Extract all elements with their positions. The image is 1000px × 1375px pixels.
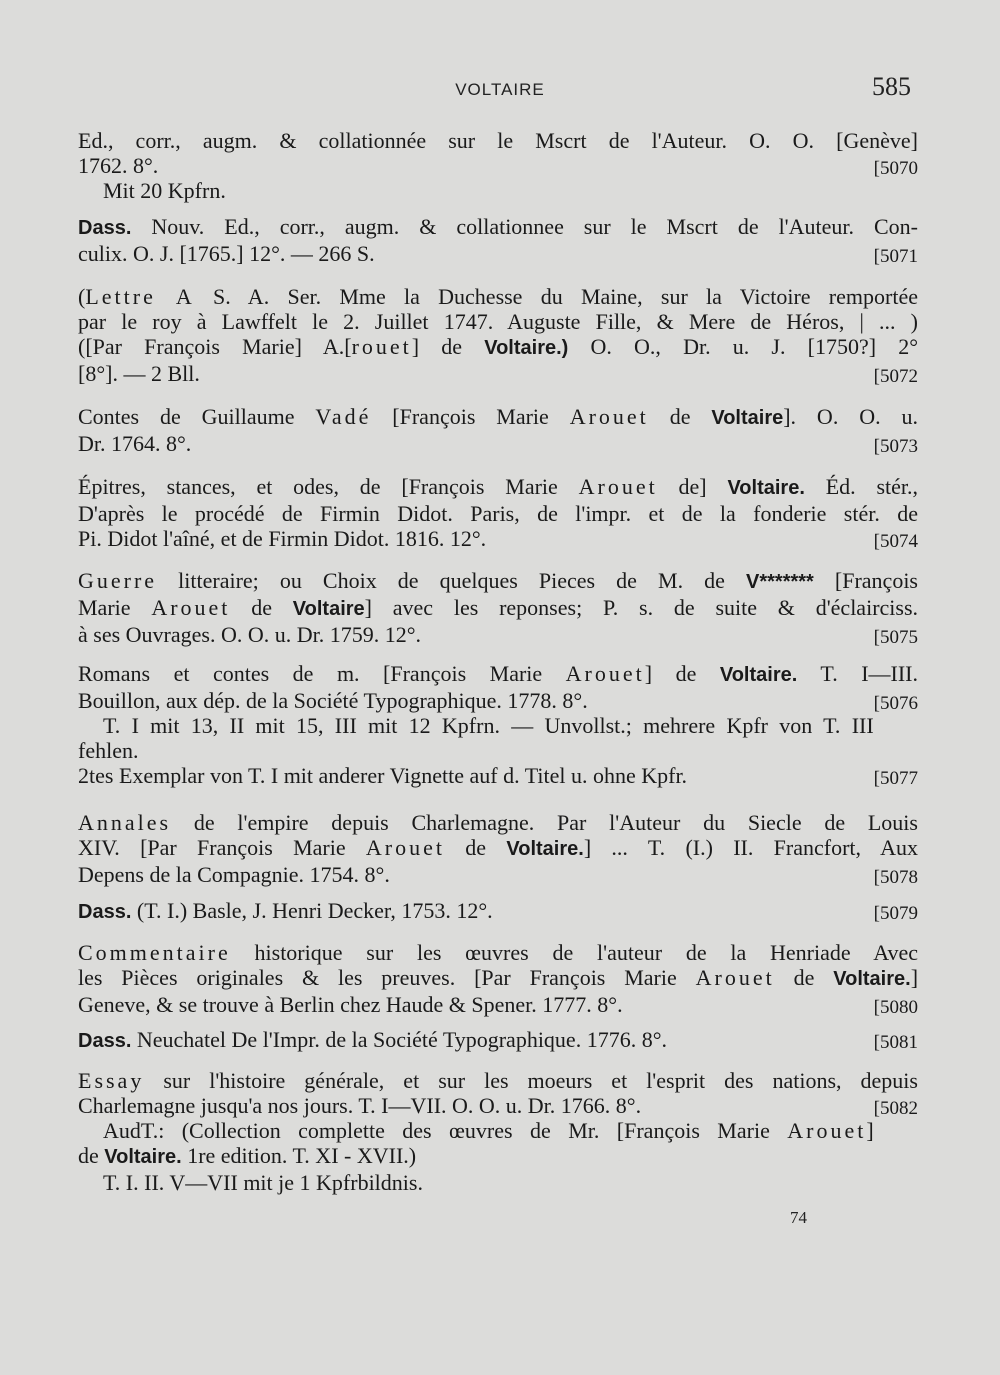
entry-note (78, 1118, 918, 1143)
entry-text: sur l'histoire générale, et sur les moeurs et l'esprit des nations, depuis (144, 1068, 918, 1093)
entry-text: ] avec les reponses; P. s. de suite & d'éclairciss. (364, 595, 919, 620)
entry-number: [5070 (873, 158, 918, 179)
entry-text: D'après le procédé de Firmin Didot. Paris, de l'impr. et de la fonderie stér. de (78, 501, 918, 526)
bibliography-entry (78, 940, 918, 1020)
entry-text: de] (657, 474, 728, 499)
signature-mark: 74 (790, 1208, 807, 1227)
entry-line (78, 835, 918, 862)
entry-line (78, 334, 918, 361)
entry-text: de (774, 965, 834, 990)
entry-number: [5074 (873, 531, 918, 552)
entry-text: les Pièces originales & les preuves. [Par François Marie (78, 965, 696, 990)
entry-line (78, 622, 918, 647)
entry-bold: Voltaire. (727, 477, 805, 499)
entry-spaced: Arouet (578, 474, 658, 499)
entry-text: O. O., Dr. u. J. [1750?] 2° (568, 334, 918, 359)
entry-text: 2tes Exemplar von T. I mit anderer Vignette auf d. Titel u. ohne Kpfr. (78, 763, 688, 788)
entry-text: Épitres, stances, et odes, de [François Marie (78, 474, 579, 499)
entry-line (78, 284, 918, 309)
entry-text: de (445, 835, 507, 860)
bibliography-entry (78, 1068, 918, 1195)
entry-text: Nouv. Ed., corr., augm. & collationnee sur le Mscrt de l'Auteur. Con- (131, 214, 918, 239)
entry-bold: V******* (746, 571, 814, 593)
entry-line (78, 1143, 918, 1170)
entry-note (78, 1170, 918, 1195)
entry-line (78, 898, 918, 925)
entry-spaced: Essay (78, 1068, 145, 1093)
entry-text: [8°]. — 2 Bll. (78, 361, 200, 386)
entry-number: [5082 (873, 1098, 918, 1119)
entry-text: XIV. [Par François Marie (78, 835, 366, 860)
entry-bold: Voltaire. (104, 1146, 182, 1168)
entry-line (78, 862, 918, 887)
bibliography-entry (78, 214, 918, 269)
entry-text: Romans et contes de m. [François Marie (78, 661, 566, 686)
entry-line (78, 738, 918, 763)
entry-line (78, 940, 918, 965)
entry-text: à ses Ouvrages. O. O. u. Dr. 1759. 12°. (78, 622, 422, 647)
entry-number: [5080 (873, 997, 918, 1018)
entry-text: ] (866, 1118, 874, 1143)
entry-text: (T. I.) Basle, J. Henri Decker, 1753. 12°. (131, 898, 493, 923)
entry-line (78, 688, 918, 713)
entry-text: Contes de Guillaume (78, 404, 316, 429)
entry-line (78, 992, 918, 1017)
entry-text: ] de (411, 334, 485, 359)
entry-line (78, 153, 918, 178)
entry-text: de (648, 404, 712, 429)
entry-text: culix. O. J. [1765.] 12°. — 266 S. (78, 241, 375, 266)
entry-bold: Voltaire.) (484, 337, 569, 359)
entry-bold: Dass. (78, 217, 132, 239)
entry-text: [François Marie (371, 404, 570, 429)
entry-line (78, 474, 918, 501)
entry-text: ]. O. O. u. (783, 404, 918, 429)
entry-text: Bouillon, aux dép. de la Société Typographique. 1778. 8°. (78, 688, 588, 713)
entry-line (78, 526, 918, 551)
entry-spaced: Arouet (695, 965, 775, 990)
entry-text: Ed., corr., augm. & collationnée sur le Mscrt de l'Auteur. O. O. [Genève] (78, 128, 918, 153)
entry-line (78, 568, 918, 595)
running-header-title: VOLTAIRE (455, 80, 545, 99)
entry-spaced: Arouet (365, 835, 445, 860)
entry-line (78, 1068, 918, 1093)
entry-text: de (78, 1143, 105, 1168)
entry-text: Geneve, & se trouve à Berlin chez Haude & Spener. 1777. 8°. (78, 992, 623, 1017)
bibliography-entry (78, 474, 918, 554)
entry-spaced: Arouet (569, 404, 649, 429)
entry-number: [5077 (873, 768, 918, 789)
entry-line (78, 241, 918, 266)
bibliography-entry (78, 810, 918, 890)
entry-line (78, 595, 918, 622)
entry-text: litteraire; ou Choix de quelques Pieces de M. de (157, 568, 746, 593)
entry-line (78, 361, 918, 386)
entry-text: historique sur les œuvres de l'auteur de la Henriade Avec (230, 940, 918, 965)
entry-line (78, 1093, 918, 1118)
entry-bold: Voltaire (292, 598, 365, 620)
entry-text: Éd. stér., (804, 474, 918, 499)
entry-bold: Dass. (78, 1030, 132, 1052)
bibliography-entry (78, 128, 918, 203)
entry-line (78, 763, 918, 788)
entry-text: de (230, 595, 293, 620)
entry-text: de l'empire depuis Charlemagne. Par l'Auteur du Siecle de Louis (171, 810, 918, 835)
entry-line (78, 501, 918, 526)
entry-number: [5079 (873, 903, 918, 924)
entry-number: [5078 (873, 867, 918, 888)
entry-bold: Voltaire. (506, 838, 584, 860)
entry-text: ] ... T. (I.) II. Francfort, Aux (583, 835, 918, 860)
entry-number: [5081 (873, 1032, 918, 1053)
entry-text: Charlemagne jusqu'a nos jours. T. I—VII. O. O. u. Dr. 1766. 8°. (78, 1093, 642, 1118)
entry-spaced: Vadé (315, 404, 372, 429)
entry-text: T. I—III. (797, 661, 919, 686)
entry-line (78, 965, 918, 992)
entry-line (78, 810, 918, 835)
bibliography-entry (78, 898, 918, 926)
entry-text: Dr. 1764. 8°. (78, 431, 192, 456)
entry-text: T. I mit 13, II mit 15, III mit 12 Kpfrn. — Unvollst.; mehrere Kpfr von T. III (103, 713, 874, 738)
bibliography-entry (78, 1027, 918, 1055)
entry-number: [5071 (873, 246, 918, 267)
entry-text: ] (910, 965, 919, 990)
page-number: 585 (872, 72, 911, 101)
entry-spaced: Annales (78, 810, 172, 835)
entry-line (78, 431, 918, 456)
entry-text: ([Par François Marie] A.[ (78, 334, 352, 359)
entry-bold: Voltaire (711, 407, 784, 429)
entry-line (78, 309, 918, 334)
entry-text: [François (813, 568, 918, 593)
entry-line (78, 661, 918, 688)
entry-text: 1re edition. T. XI - XVII.) (181, 1143, 417, 1168)
bibliography-entry (78, 404, 918, 459)
entry-text: Pi. Didot l'aîné, et de Firmin Didot. 1816. 12°. (78, 526, 487, 551)
bibliography-entry (78, 661, 918, 791)
entry-text: fehlen. (78, 738, 139, 763)
entry-line (78, 1027, 918, 1054)
entry-text: Neuchatel De l'Impr. de la Société Typographique. 1776. 8°. (131, 1027, 667, 1052)
entry-bold: Voltaire. (719, 664, 798, 686)
entry-spaced: Lettre A (85, 284, 195, 309)
entry-line (78, 404, 918, 431)
entry-bold: Dass. (78, 901, 132, 923)
bibliography-entry (78, 568, 918, 650)
entry-note (78, 178, 918, 203)
entry-text: S. A. Ser. Mme la Duchesse du Maine, sur la Victoire remportée (194, 284, 918, 309)
entry-text: Depens de la Compagnie. 1754. 8°. (78, 862, 390, 887)
entry-number: [5072 (873, 366, 918, 387)
entry-spaced: Arouet (565, 661, 645, 686)
entry-number: [5075 (873, 627, 918, 648)
entry-bold: Voltaire. (833, 968, 911, 990)
entry-spaced: Commentaire (78, 940, 231, 965)
entry-spaced: rouet (351, 334, 412, 359)
entry-text: T. I. II. V—VII mit je 1 Kpfrbildnis. (103, 1170, 423, 1195)
entry-number: [5073 (873, 436, 918, 457)
entry-spaced: Arouet (151, 595, 231, 620)
entry-text: Marie (78, 595, 152, 620)
entry-text: 1762. 8°. (78, 153, 159, 178)
entry-text: ( (78, 284, 86, 309)
entry-line (78, 214, 918, 241)
entry-number: [5076 (873, 693, 918, 714)
entry-text: ] de (644, 661, 720, 686)
entry-text: Mit 20 Kpfrn. (103, 178, 226, 203)
entry-text: par le roy à Lawffelt le 2. Juillet 1747. Auguste Fille, & Mere de Héros, | ... ) (78, 309, 918, 334)
entry-note (78, 713, 918, 738)
entry-text: AudT.: (Collection complette des œuvres de Mr. [François Marie (103, 1118, 788, 1143)
entry-spaced: Arouet (787, 1118, 867, 1143)
entry-spaced: Guerre (78, 568, 158, 593)
bibliography-entry (78, 284, 918, 389)
entry-line (78, 128, 918, 153)
